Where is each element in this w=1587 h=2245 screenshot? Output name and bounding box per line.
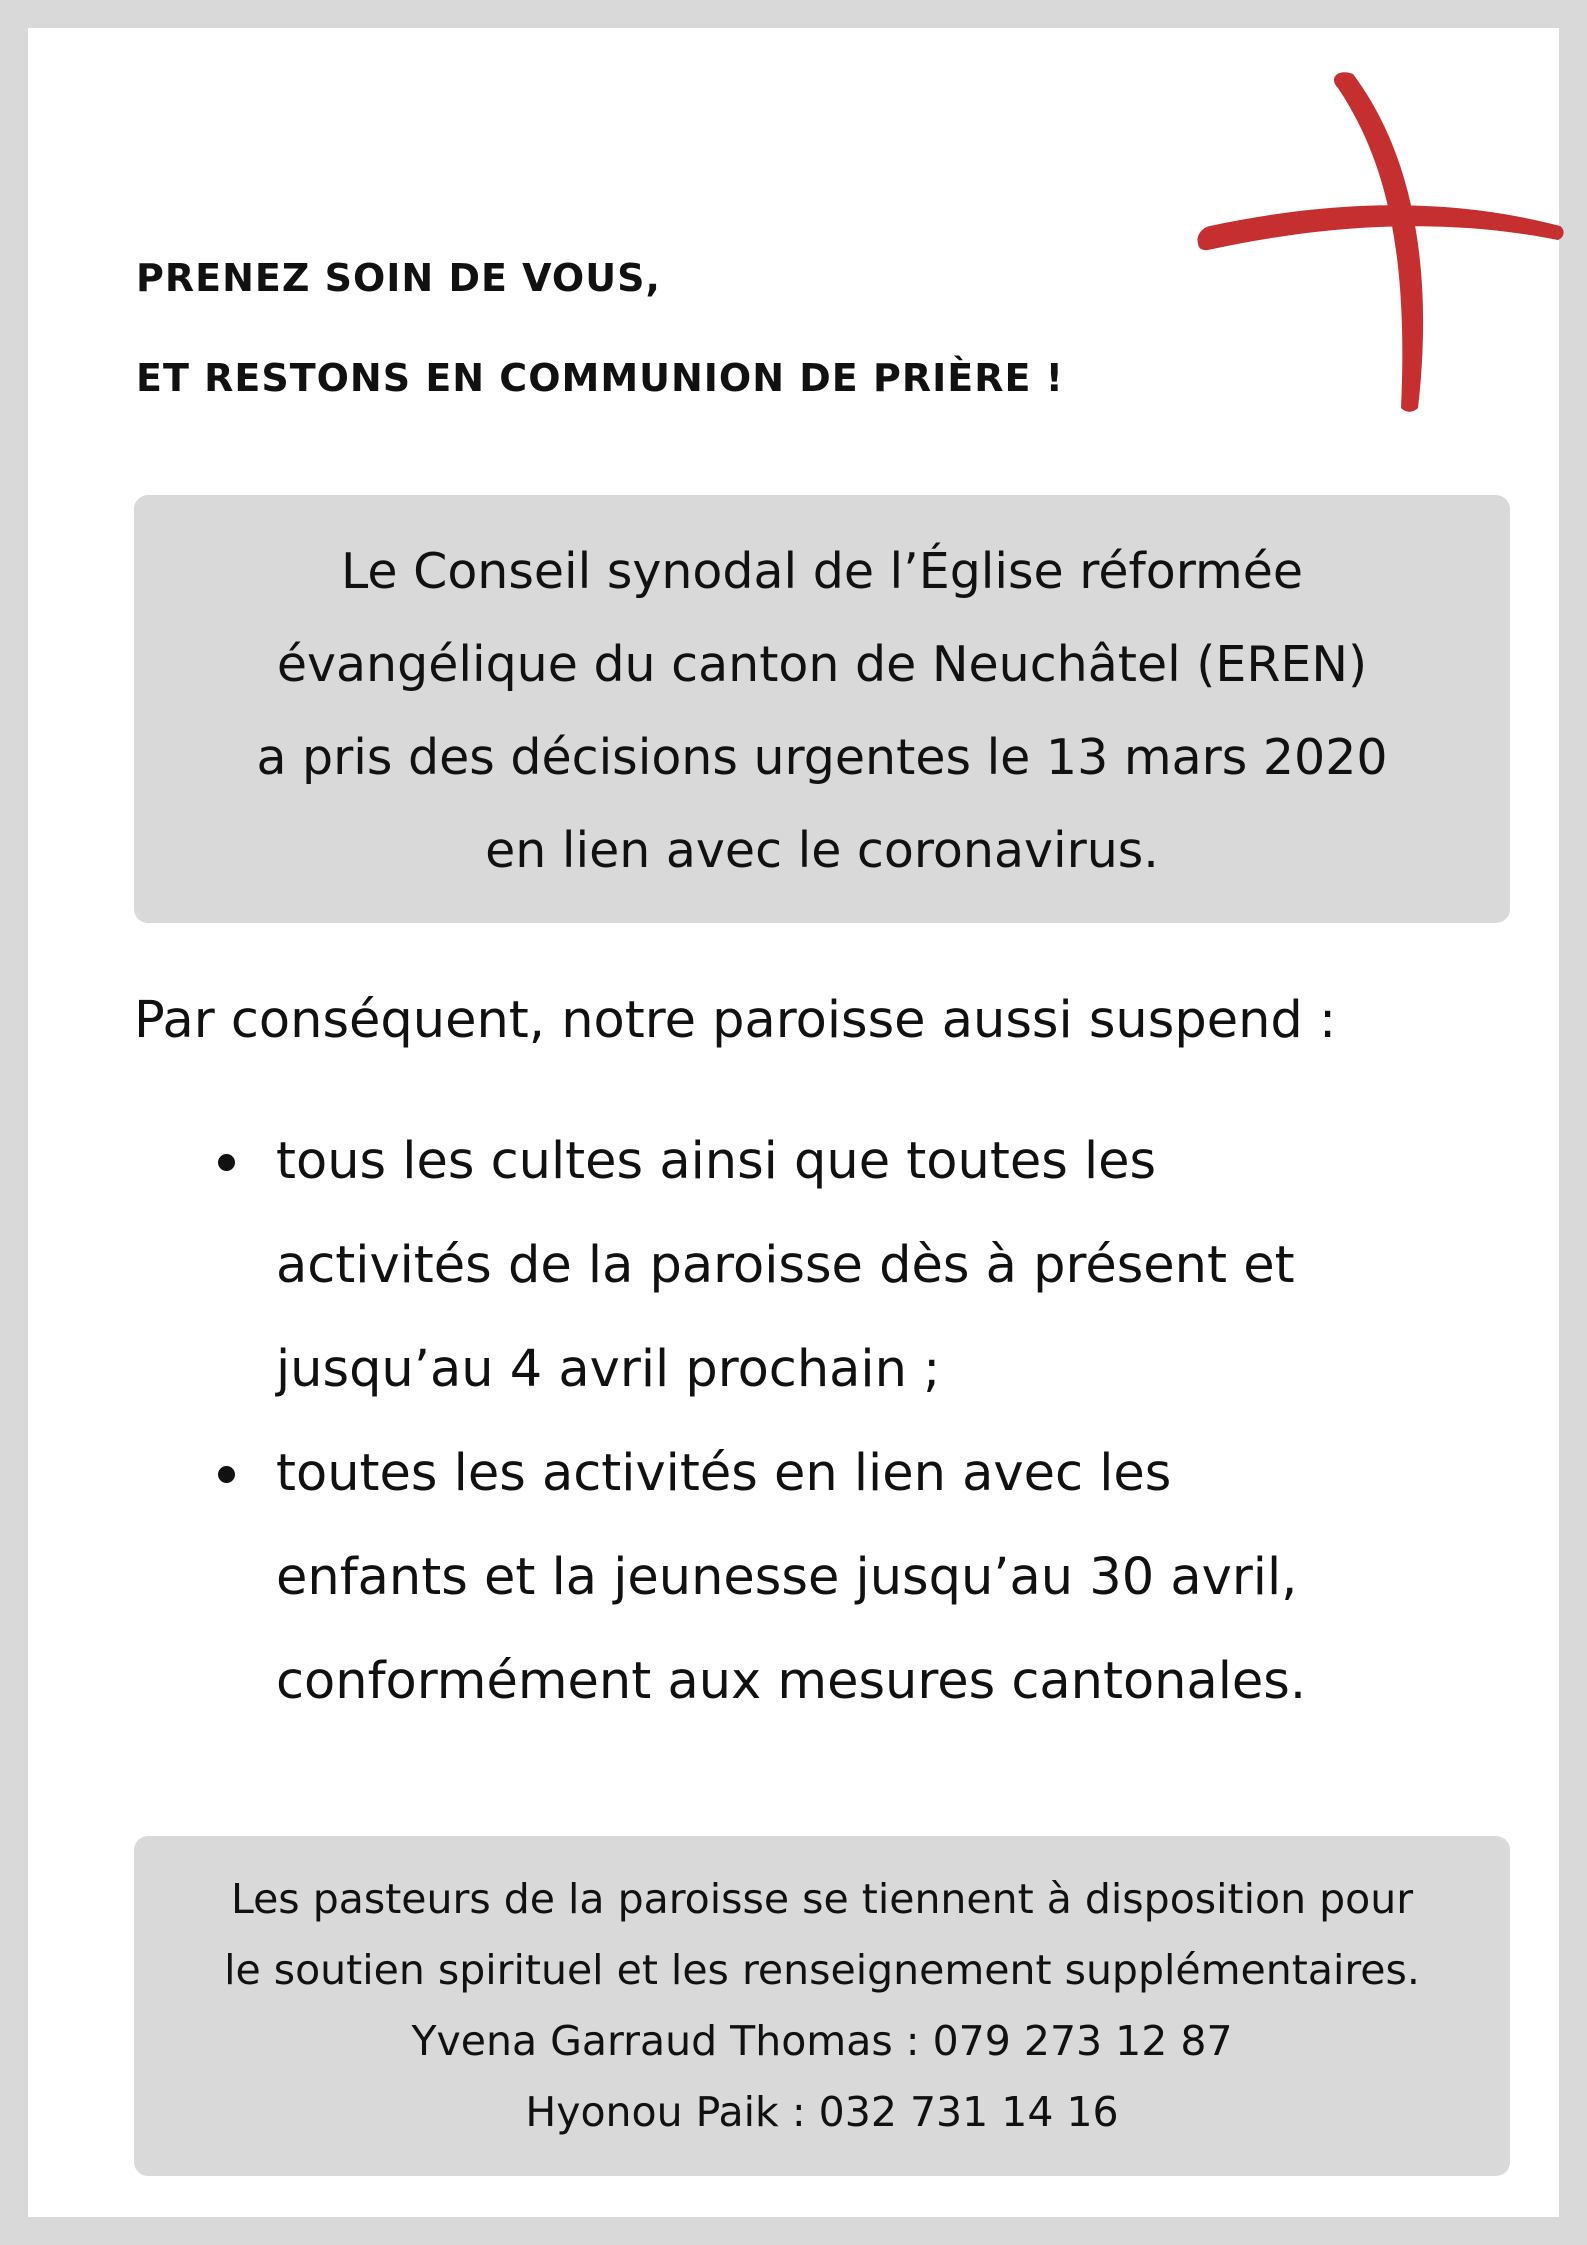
contact-line: Yvena Garraud Thomas : 079 273 12 87 bbox=[411, 2017, 1233, 2065]
heading-line-2: ET RESTONS EN COMMUNION DE PRIÈRE ! bbox=[136, 356, 1064, 400]
list-item-line: toutes les activités en lien avec les bbox=[276, 1444, 1172, 1503]
contact-line: Hyonou Paik : 032 731 14 16 bbox=[525, 2088, 1119, 2136]
heading-line-1: PRENEZ SOIN DE VOUS, bbox=[136, 256, 661, 300]
list-item bbox=[218, 1422, 1458, 1734]
list-item bbox=[218, 1110, 1458, 1422]
list-item-line: enfants et la jeunesse jusqu’au 30 avril, bbox=[276, 1548, 1298, 1607]
bullet-icon bbox=[218, 1466, 235, 1483]
contact-box bbox=[134, 1836, 1510, 2176]
list-item-line: conformément aux mesures cantonales. bbox=[276, 1652, 1307, 1711]
heading bbox=[136, 228, 1064, 428]
notice-box bbox=[134, 495, 1510, 923]
notice-line: en lien avec le coronavirus. bbox=[485, 822, 1159, 879]
contact-line: Les pasteurs de la paroisse se tiennent à disposition pour bbox=[230, 1875, 1414, 1923]
list-item-line: activités de la paroisse dès à présent et bbox=[276, 1236, 1295, 1295]
list-item-line: jusqu’au 4 avril prochain ; bbox=[276, 1340, 941, 1399]
notice-line: Le Conseil synodal de l’Église réformée bbox=[340, 543, 1304, 600]
bullet-icon bbox=[218, 1154, 235, 1171]
red-cross-icon bbox=[1188, 68, 1568, 418]
intro-text: Par conséquent, notre paroisse aussi suspend : bbox=[134, 991, 1337, 1050]
suspension-list bbox=[218, 1110, 1458, 1734]
list-item-line: tous les cultes ainsi que toutes les bbox=[276, 1132, 1157, 1191]
notice-line: évangélique du canton de Neuchâtel (EREN) bbox=[276, 636, 1368, 693]
contact-line: le soutien spirituel et les renseignement supplémentaires. bbox=[224, 1946, 1420, 1994]
flyer-page bbox=[28, 28, 1559, 2217]
notice-line: a pris des décisions urgentes le 13 mars 2020 bbox=[256, 729, 1388, 786]
